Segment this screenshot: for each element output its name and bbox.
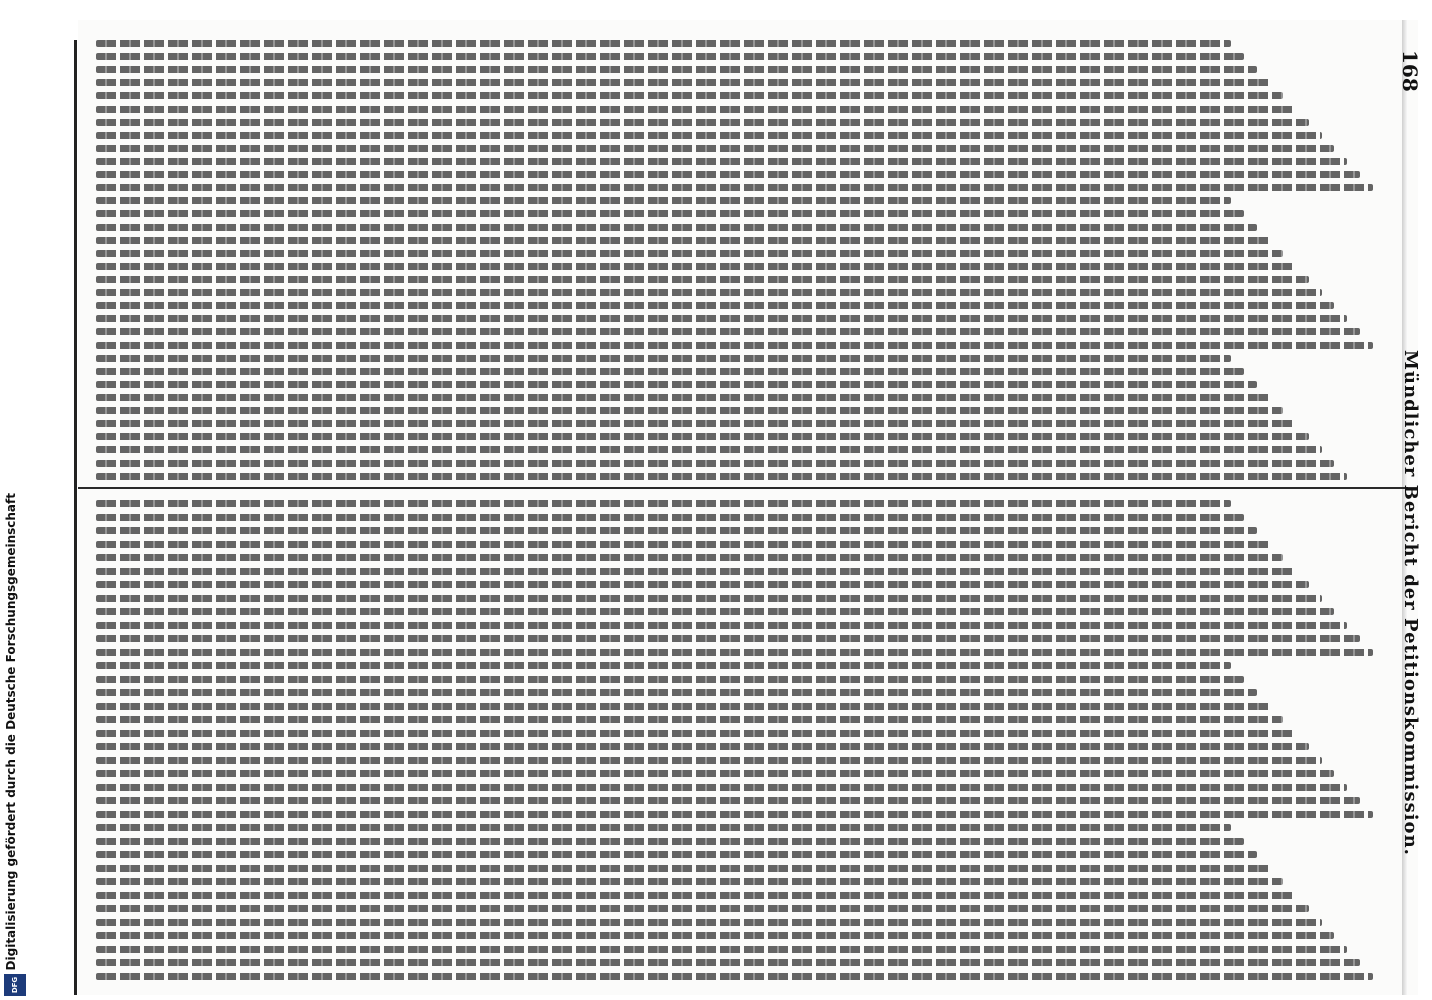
dfg-logo: DFG [4, 974, 26, 996]
text-line [96, 119, 1309, 126]
text-line [96, 838, 1244, 845]
text-line [96, 500, 1231, 507]
text-line [96, 460, 1334, 467]
text-line [96, 210, 1244, 217]
text-line [96, 184, 1373, 191]
text-line [96, 649, 1373, 656]
text-line [96, 770, 1334, 777]
text-line [96, 919, 1322, 926]
text-line [96, 892, 1296, 899]
text-line [96, 730, 1296, 737]
text-line [96, 328, 1360, 335]
text-line [96, 581, 1309, 588]
page-header-title: Mündlicher Bericht der Petitionskommission. [1400, 350, 1421, 856]
text-line [96, 158, 1347, 165]
text-line [96, 514, 1244, 521]
text-line [96, 79, 1270, 86]
column-divider [78, 487, 1408, 489]
text-line [96, 527, 1257, 534]
text-line [96, 784, 1347, 791]
text-column-second [96, 500, 1386, 980]
text-line [96, 743, 1309, 750]
text-line [96, 381, 1257, 388]
text-line [96, 132, 1322, 139]
page-left-rule [74, 40, 77, 995]
text-line [96, 595, 1322, 602]
text-line [96, 757, 1322, 764]
text-line [96, 608, 1334, 615]
text-line [96, 92, 1283, 99]
text-line [96, 420, 1296, 427]
text-line [96, 811, 1373, 818]
text-line [96, 315, 1347, 322]
text-line [96, 433, 1309, 440]
text-line [96, 541, 1270, 548]
text-line [96, 946, 1347, 953]
text-line [96, 145, 1334, 152]
text-line [96, 851, 1257, 858]
text-line [96, 263, 1296, 270]
text-line [96, 407, 1283, 414]
text-line [96, 197, 1231, 204]
text-line [96, 932, 1334, 939]
text-line [96, 622, 1347, 629]
text-line [96, 905, 1309, 912]
text-line [96, 662, 1231, 669]
text-line [96, 973, 1373, 980]
text-line [96, 676, 1244, 683]
text-line [96, 797, 1360, 804]
text-line [96, 568, 1296, 575]
text-line [96, 171, 1360, 178]
text-line [96, 276, 1309, 283]
text-line [96, 53, 1244, 60]
text-line [96, 716, 1283, 723]
text-line [96, 355, 1231, 362]
text-line [96, 878, 1283, 885]
text-line [96, 66, 1257, 73]
text-line [96, 106, 1296, 113]
text-line [96, 342, 1373, 349]
text-line [96, 224, 1257, 231]
text-line [96, 824, 1231, 831]
text-line [96, 446, 1322, 453]
text-line [96, 302, 1334, 309]
text-line [96, 237, 1270, 244]
text-line [96, 703, 1270, 710]
text-line [96, 635, 1360, 642]
digitization-credit: Digitalisierung gefördert durch die Deutsche Forschungsgemeinschaft [4, 492, 18, 970]
text-line [96, 959, 1360, 966]
text-line [96, 394, 1270, 401]
text-line [96, 865, 1270, 872]
text-line [96, 250, 1283, 257]
page-number: 168 [1398, 50, 1422, 92]
text-line [96, 368, 1244, 375]
text-line [96, 554, 1283, 561]
text-column-first [96, 40, 1386, 480]
running-head [1396, 20, 1426, 995]
text-line [96, 689, 1257, 696]
text-line [96, 40, 1231, 47]
text-line [96, 473, 1347, 480]
text-line [96, 289, 1322, 296]
digitization-sidebar [0, 0, 34, 1000]
